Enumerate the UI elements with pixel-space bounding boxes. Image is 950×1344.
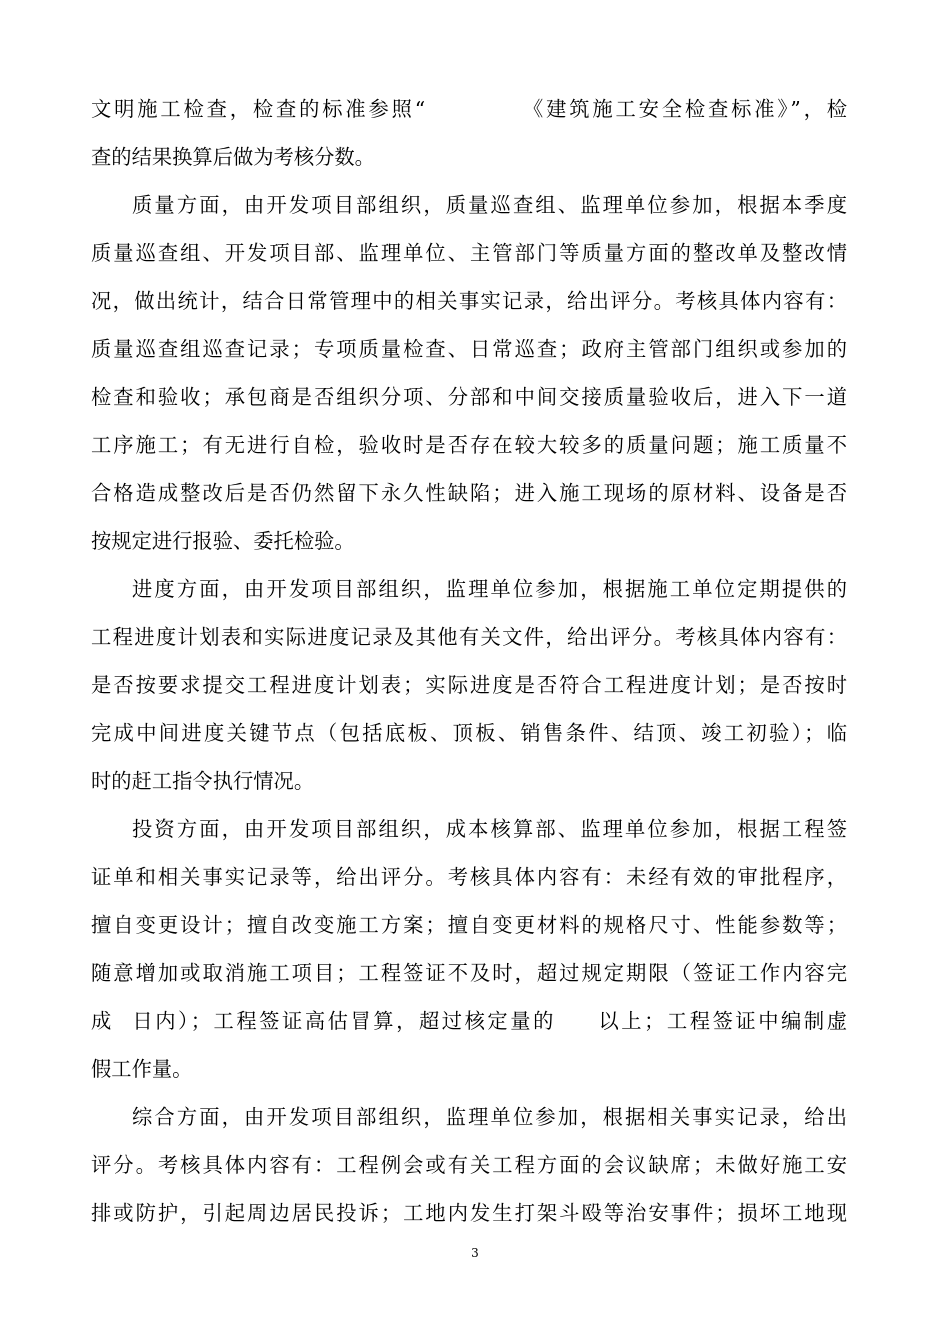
- text-line: 质量巡查组、开发项目部、监理单位、主管部门等质量方面的整改单及整改情: [91, 241, 847, 265]
- text-line: 随意增加或取消施工项目；工程签证不及时，超过规定期限（签证工作内容完: [91, 961, 847, 985]
- paragraph-first-line: 投资方面，由开发项目部组织，成本核算部、监理单位参加，根据工程签: [132, 817, 847, 841]
- text-line: 假工作量。: [91, 1057, 193, 1081]
- text-line: 证单和相关事实记录等，给出评分。考核具体内容有：未经有效的审批程序，: [91, 865, 847, 889]
- text-line: 排或防护，引起周边居民投诉；工地内发生打架斗殴等治安事件；损坏工地现: [91, 1201, 847, 1225]
- paragraph-first-line: 综合方面，由开发项目部组织，监理单位参加，根据相关事实记录，给出: [132, 1105, 847, 1129]
- text-line: 评分。考核具体内容有：工程例会或有关工程方面的会议缺席；未做好施工安: [91, 1153, 847, 1177]
- text-line: 合格造成整改后是否仍然留下永久性缺陷；进入施工现场的原材料、设备是否: [91, 481, 847, 505]
- paragraph-first-line: 进度方面，由开发项目部组织，监理单位参加，根据施工单位定期提供的: [132, 577, 847, 601]
- text-line: [91, 997, 847, 1045]
- text-line: 工程进度计划表和实际进度记录及其他有关文件，给出评分。考核具体内容有：: [91, 625, 847, 649]
- text-line: 是否按要求提交工程进度计划表；实际进度是否符合工程进度计划；是否按时: [91, 673, 847, 697]
- page-number: 3: [471, 1246, 479, 1260]
- text-line: 检查和验收；承包商是否组织分项、分部和中间交接质量验收后，进入下一道: [91, 385, 847, 409]
- text-line: 质量巡查组巡查记录；专项质量检查、日常巡查；政府主管部门组织或参加的: [91, 337, 847, 361]
- text-line: 按规定进行报验、委托检验。: [91, 529, 355, 553]
- text-line: 完成中间进度关键节点（包括底板、顶板、销售条件、结顶、竣工初验）；临: [91, 721, 847, 745]
- text-line: 擅自变更设计；擅自改变施工方案；擅自变更材料的规格尺寸、性能参数等；: [91, 913, 847, 937]
- text-line: 工序施工；有无进行自检，验收时是否存在较大较多的质量问题；施工质量不: [91, 433, 847, 457]
- text-segment: 成: [91, 1009, 114, 1033]
- text-line: 况，做出统计，结合日常管理中的相关事实记录，给出评分。考核具体内容有：: [91, 289, 847, 313]
- paragraph-first-line: 质量方面，由开发项目部组织，质量巡查组、监理单位参加，根据本季度: [132, 193, 847, 217]
- text-line: 时的赶工指令执行情况。: [91, 769, 315, 793]
- text-line: [91, 85, 847, 133]
- text-segment: 文明施工检查，检查的标准参照“: [91, 97, 426, 121]
- text-line: 查的结果换算后做为考核分数。: [91, 145, 375, 169]
- text-segment: 日内）；工程签证高估冒算，超过核定量的: [129, 1009, 556, 1033]
- text-segment: 《建筑施工安全检查标准》”，检: [520, 97, 847, 121]
- text-segment: 以上；工程签证中编制虚: [595, 1009, 847, 1033]
